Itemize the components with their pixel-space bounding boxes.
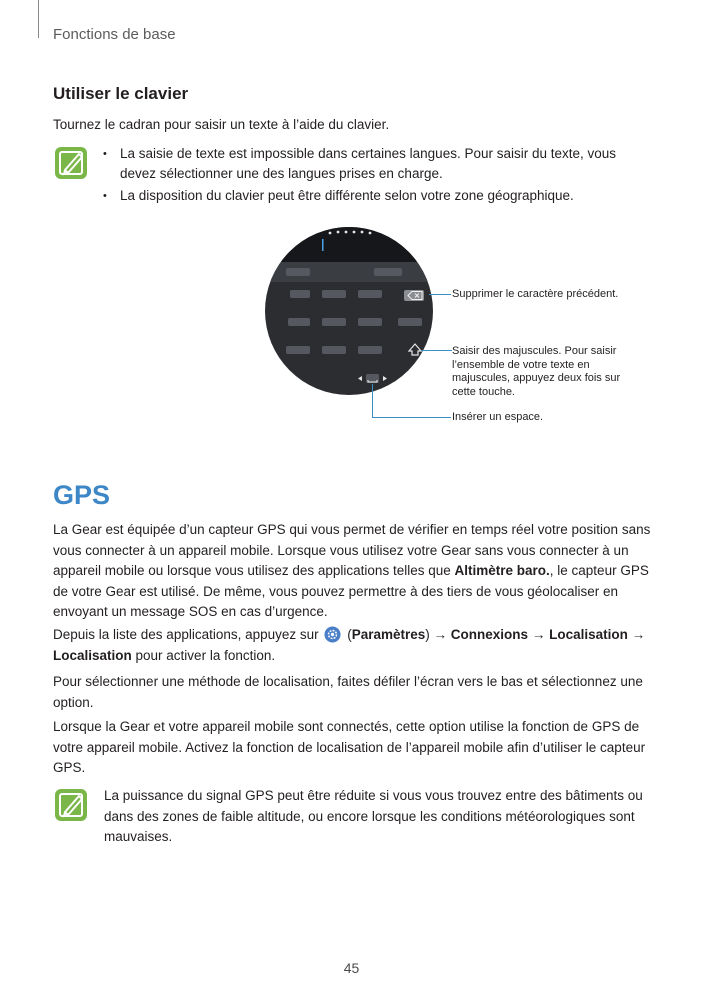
menu-localisation-switch: Localisation xyxy=(53,647,132,663)
note-icon xyxy=(54,788,88,822)
app-name-barometer: Altimètre baro. xyxy=(454,563,550,578)
menu-settings: Paramètres xyxy=(351,627,426,642)
gps-paragraph-2 xyxy=(53,625,653,666)
callout-line-space xyxy=(372,417,451,418)
paren-close: ) xyxy=(425,627,430,642)
gps-note: La puissance du signal GPS peut être réduite si vous vous trouvez entre des bâtiments ou dans des zones de faible altitude, ou encore lorsque les conditions météorologiques sont mauvaises. xyxy=(104,788,643,844)
instruction-text: Depuis la liste des applications, appuyez sur xyxy=(53,627,319,642)
section-title-gps: GPS xyxy=(53,480,111,510)
running-header: Fonctions de base xyxy=(53,26,176,43)
gps-p1-text: La Gear est équipée d’un capteur GPS qui vous permet de vérifier en temps réel votre position sans vous connecter à un appareil mobile. Lorsque vous utilisez votre Gear sans vous connecter à un appareil mobile ou lorsque vous utilisez des applications telles que xyxy=(53,522,651,578)
paren-open: ( xyxy=(347,627,352,642)
gps-paragraph-3: Pour sélectionner une méthode de localisation, faites défiler l’écran vers le bas et sélectionnez une option. xyxy=(53,674,643,710)
section-title-keyboard: Utiliser le clavier xyxy=(53,84,189,103)
menu-localisation: Localisation xyxy=(549,627,628,642)
watch-keyboard-illustration xyxy=(264,226,434,396)
gps-paragraph-4: Lorsque la Gear et votre appareil mobile sont connectés, cette option utilise la fonction de GPS de votre appareil mobile. Activez la fonction de localisation de l’appareil mobile afin d’utiliser le capteur GPS. xyxy=(53,719,646,775)
bullet-dot-icon: • xyxy=(103,190,107,202)
callout-shift: Saisir des majuscules. Pour saisir l’ensemble de votre texte en majuscules, appuyez deux fois sur cette touche. xyxy=(452,345,621,398)
callout-line-backspace xyxy=(429,294,451,295)
note-bullet xyxy=(103,186,648,206)
callout-line-shift xyxy=(421,350,452,351)
arrow-icon: → xyxy=(631,627,646,642)
note-text: La disposition du clavier peut être différente selon votre zone géographique. xyxy=(120,188,574,203)
arrow-icon: → xyxy=(433,627,448,642)
keyboard-intro: Tournez le cadran pour saisir un texte à l’aide du clavier. xyxy=(53,117,390,132)
menu-connexions: Connexions xyxy=(450,627,529,642)
gps-p1-text-end: , le capteur GPS de votre Gear est utilisé. De même, vous pouvez permettre à des tiers de vous géolocaliser en envoyant un message SOS en cas d’urgence. xyxy=(53,563,649,619)
page-number: 45 xyxy=(343,960,360,976)
text-cursor xyxy=(322,239,324,251)
gps-paragraph-1 xyxy=(53,520,653,623)
note-icon xyxy=(54,146,88,180)
callout-line-space-vertical xyxy=(372,384,373,418)
instruction-text-end: pour activer la fonction. xyxy=(135,647,276,663)
callout-space: Insérer un espace. xyxy=(452,411,544,423)
header-divider xyxy=(38,0,39,38)
settings-gear-icon xyxy=(324,626,341,643)
note-text: La saisie de texte est impossible dans certaines langues. Pour saisir du texte, vous devez sélectionner une des langues prises en charge. xyxy=(120,146,617,181)
callout-backspace: Supprimer le caractère précédent. xyxy=(452,288,619,300)
arrow-icon: → xyxy=(531,627,546,642)
note-bullet xyxy=(103,144,648,184)
bullet-dot-icon: • xyxy=(103,148,107,160)
